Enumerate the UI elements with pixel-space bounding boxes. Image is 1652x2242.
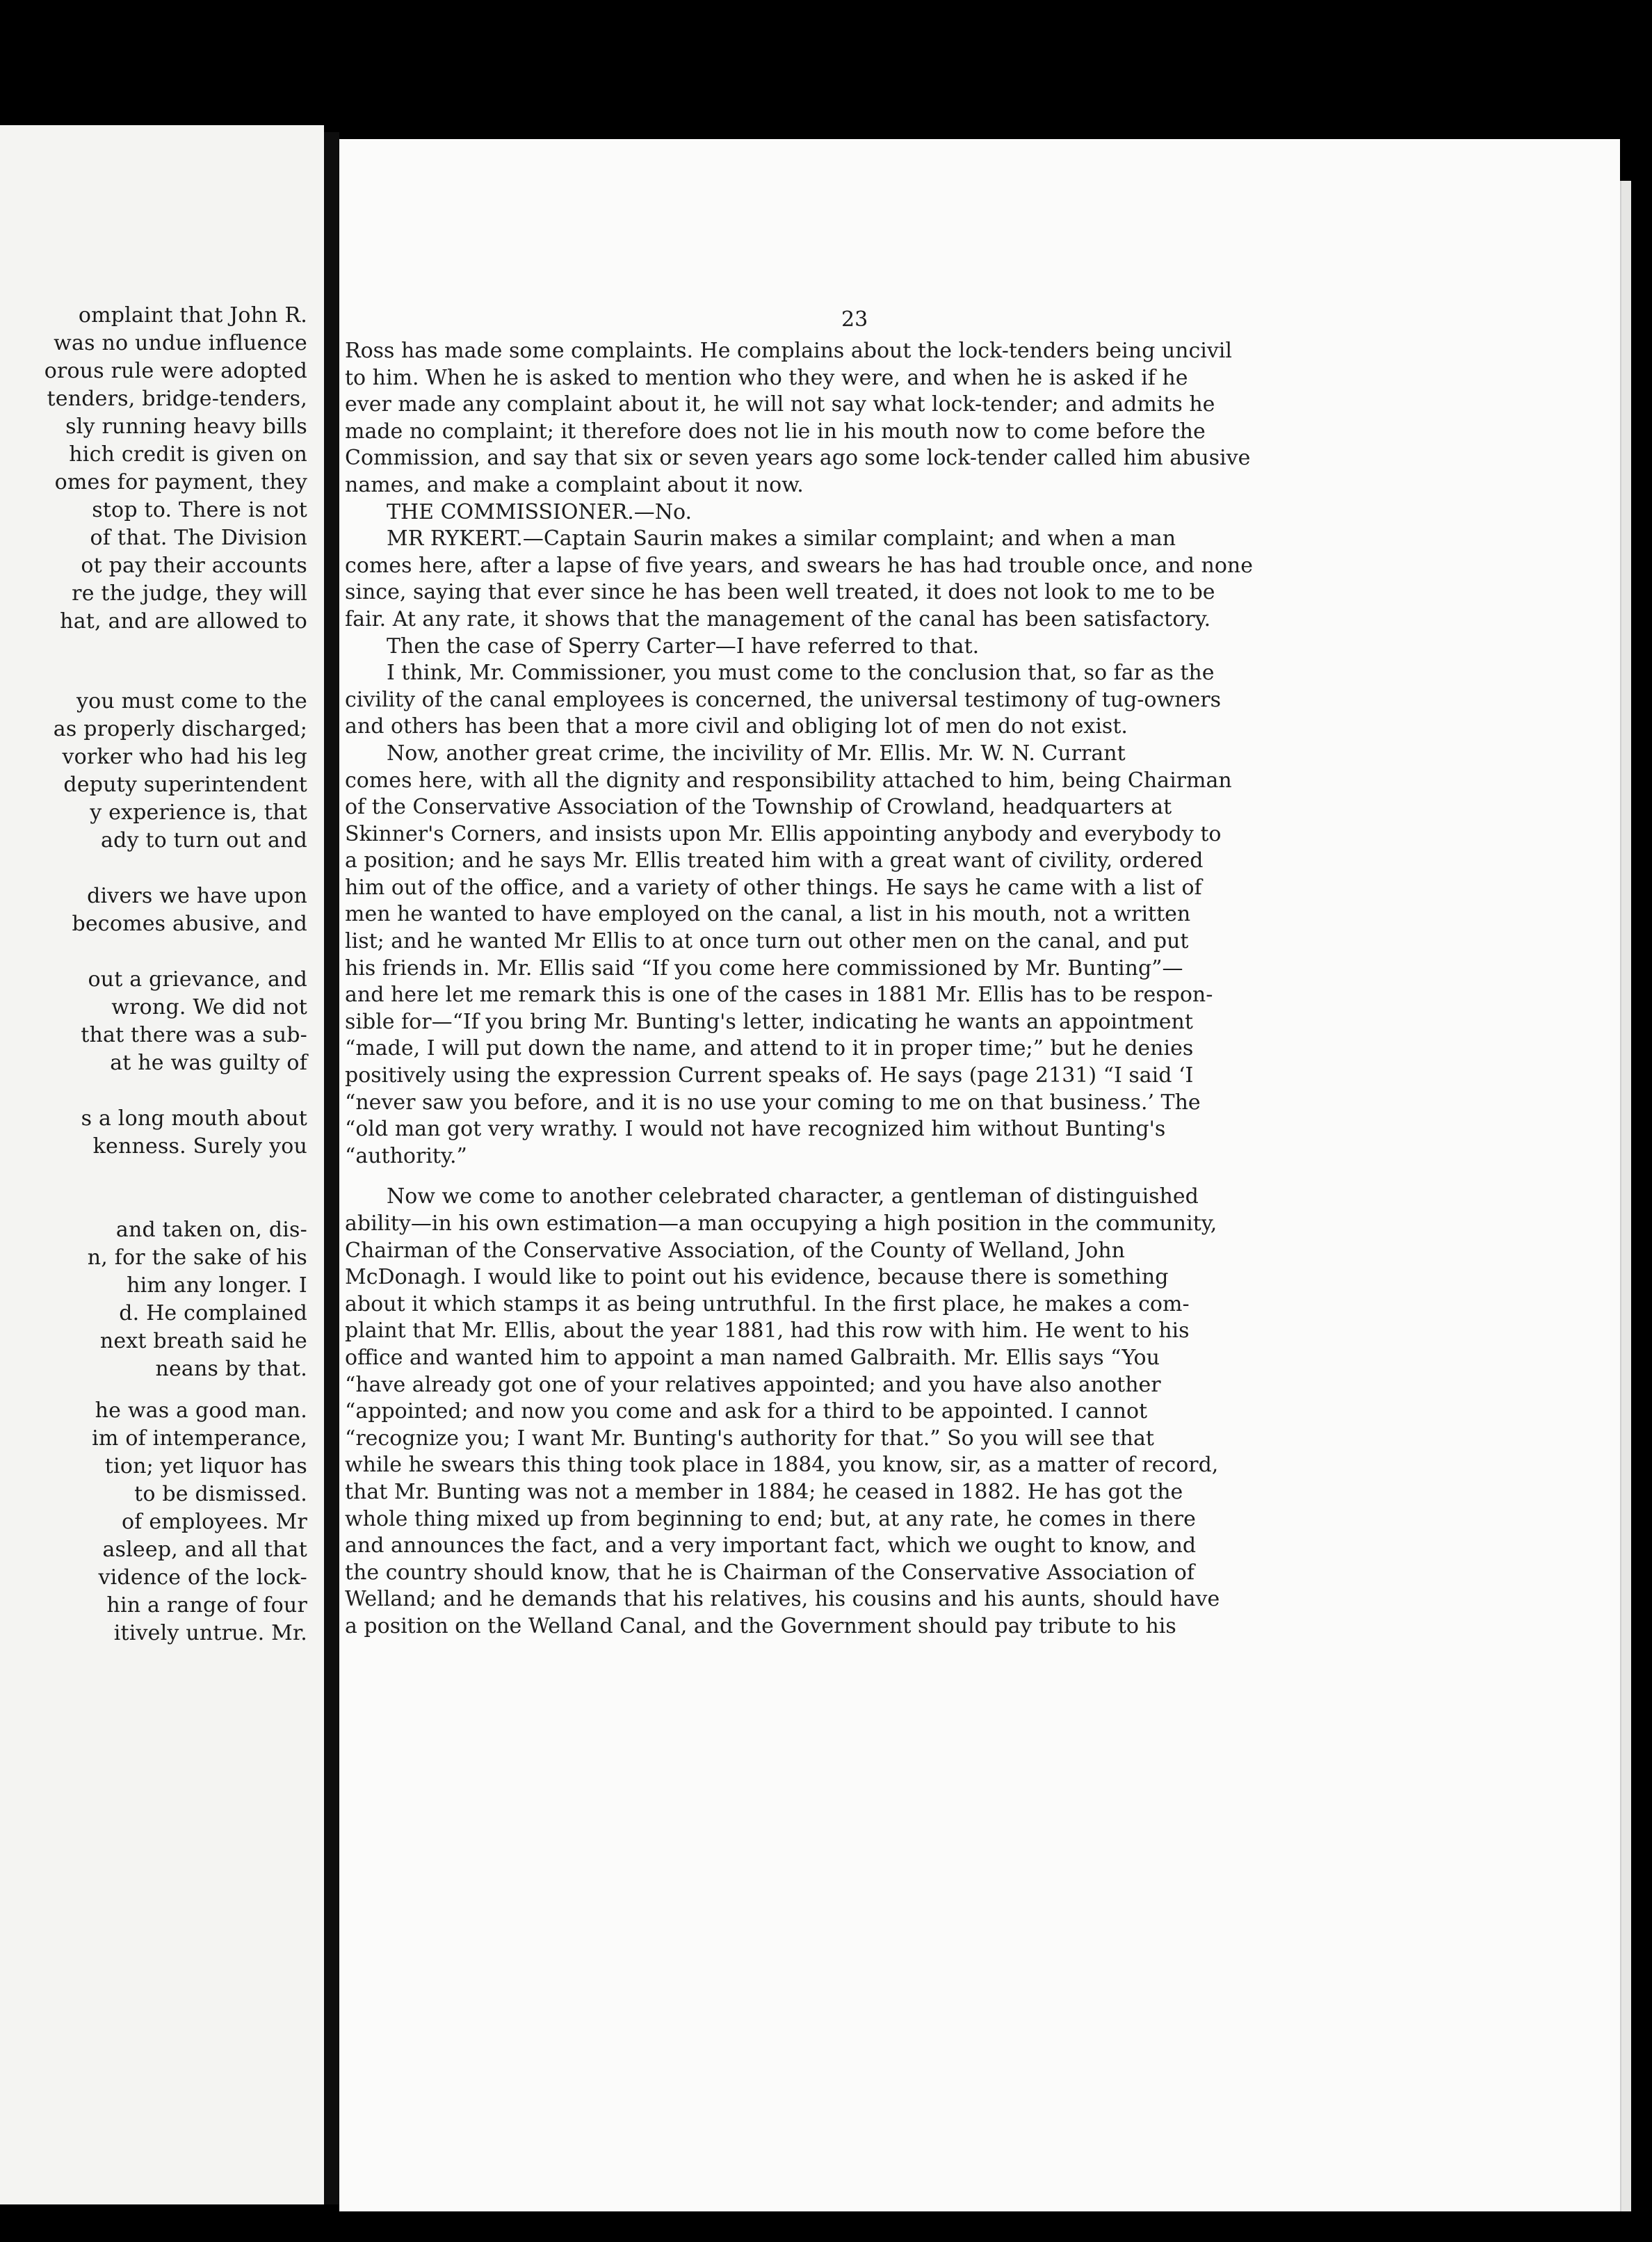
left-text-line: was no undue influence (54, 331, 307, 355)
text-line: “made, I will put down the name, and attend to it in proper time;” but he denies (345, 1036, 1194, 1061)
text-line: a position; and he says Mr. Ellis treated him with a great want of civility, ordered (345, 848, 1204, 873)
text-line: comes here, after a lapse of five years, and swears he has had trouble once, and none (345, 553, 1253, 578)
text-line: list; and he wanted Mr Ellis to at once turn out other men on the canal, and put (345, 929, 1189, 954)
left-text-line: out a grievance, and (88, 967, 307, 992)
text-line: and announces the fact, and a very important fact, which we ought to know, and (345, 1533, 1197, 1558)
text-line: of the Conservative Association of the Township of Crowland, headquarters at (345, 795, 1172, 820)
text-line: positively using the expression Current speaks of. He says (page 2131) “I said ‘I (345, 1063, 1194, 1088)
text-line: THE COMMISSIONER.—No. (387, 499, 693, 524)
page-number: 23 (841, 307, 868, 332)
text-line: McDonagh. I would like to point out his evidence, because there is something (345, 1265, 1169, 1290)
text-line: names, and make a complaint about it now. (345, 472, 804, 497)
text-line: “recognize you; I want Mr. Bunting's authority for that.” So you will see that (345, 1426, 1154, 1451)
left-text-line: as properly discharged; (53, 717, 307, 741)
book-gutter (324, 132, 339, 2204)
left-text-line: sly running heavy bills (65, 414, 307, 439)
left-text-line: vidence of the lock- (98, 1565, 307, 1590)
text-line: comes here, with all the dignity and responsibility attached to him, being Chairman (345, 768, 1232, 793)
left-text-line: tion; yet liquor has (104, 1454, 307, 1478)
text-line: “authority.” (345, 1143, 467, 1168)
text-line: Now, another great crime, the incivility of Mr. Ellis. Mr. W. N. Currant (387, 741, 1126, 766)
left-page (0, 125, 324, 2204)
left-text-line: stop to. There is not (92, 498, 307, 522)
paragraph-gap (345, 1170, 1346, 1184)
left-text-line: neans by that. (155, 1357, 307, 1381)
text-line: MR RYKERT.—Captain Saurin makes a similar complaint; and when a man (387, 526, 1176, 551)
left-text-line: divers we have upon (87, 884, 307, 908)
left-text-line: deputy superintendent (63, 773, 307, 797)
text-line: Now we come to another celebrated character, a gentleman of distinguished (387, 1184, 1199, 1209)
left-text-line: omes for payment, they (54, 470, 307, 494)
left-text-line: him any longer. I (127, 1273, 307, 1298)
text-line: since, saying that ever since he has been well treated, it does not look to me to be (345, 580, 1215, 605)
text-line: civility of the canal employees is concerned, the universal testimony of tug-owners (345, 687, 1221, 712)
left-text-line: itively untrue. Mr. (113, 1621, 307, 1645)
text-line: “have already got one of your relatives appointed; and you have also another (345, 1372, 1161, 1397)
left-text-line: d. He complained (119, 1301, 307, 1325)
text-line: Welland; and he demands that his relatives, his cousins and his aunts, should have (345, 1587, 1220, 1612)
left-text-line: im of intemperance, (92, 1426, 307, 1451)
text-line: men he wanted to have employed on the canal, a list in his mouth, not a written (345, 902, 1191, 927)
text-line: him out of the office, and a variety of other things. He says he came with a list of (345, 875, 1202, 900)
text-line: office and wanted him to appoint a man named Galbraith. Mr. Ellis says “You (345, 1345, 1160, 1370)
text-line: sible for—“If you bring Mr. Bunting's letter, indicating he wants an appointment (345, 1009, 1193, 1034)
text-line: about it which stamps it as being untruthful. In the first place, he makes a com- (345, 1291, 1190, 1316)
left-text-line: hin a range of four (106, 1593, 307, 1618)
text-line: Chairman of the Conservative Association, of the County of Welland, John (345, 1238, 1125, 1263)
left-text-line: hat, and are allowed to (60, 609, 307, 634)
left-text-line: of that. The Division (90, 526, 307, 550)
left-text-line: tenders, bridge-tenders, (47, 387, 307, 411)
left-text-line: asleep, and all that (102, 1538, 307, 1562)
text-line: Commission, and say that six or seven years ago some lock-tender called him abusive (345, 446, 1251, 471)
left-text-line: y experience is, that (90, 800, 307, 825)
text-line: ever made any complaint about it, he will not say what lock-tender; and admits he (345, 392, 1215, 417)
text-line: fair. At any rate, it shows that the management of the canal has been satisfactory. (345, 606, 1211, 631)
left-text-line: hich credit is given on (69, 442, 307, 467)
text-line: “old man got very wrathy. I would not have recognized him without Bunting's (345, 1117, 1166, 1142)
text-line: “never saw you before, and it is no use your coming to me on that business.’ The (345, 1090, 1201, 1115)
text-line: and others has been that a more civil and obliging lot of men do not exist. (345, 714, 1128, 739)
text-line: while he swears this thing took place in 1884, you know, sir, as a matter of record, (345, 1453, 1219, 1478)
text-line: Ross has made some complaints. He complains about the lock-tenders being uncivil (345, 339, 1232, 363)
left-text-line: omplaint that John R. (78, 303, 307, 328)
text-line: Then the case of Sperry Carter—I have referred to that. (387, 634, 980, 659)
left-text-line: he was a good man. (95, 1398, 307, 1423)
text-line: ability—in his own estimation—a man occupying a high position in the community, (345, 1211, 1217, 1236)
text-line: whole thing mixed up from beginning to end; but, at any rate, he comes in there (345, 1506, 1196, 1531)
left-text-line: of employees. Mr (122, 1510, 307, 1534)
left-text-line: to be dismissed. (134, 1482, 307, 1506)
text-line: plaint that Mr. Ellis, about the year 1881, had this row with him. He went to his (345, 1318, 1190, 1344)
text-line: “appointed; and now you come and ask for a third to be appointed. I cannot (345, 1399, 1148, 1424)
text-line: made no complaint; it therefore does not lie in his mouth now to come before the (345, 419, 1206, 444)
left-text-line: that there was a sub- (81, 1023, 307, 1047)
left-text-line: re the judge, they will (72, 581, 307, 606)
text-line: a position on the Welland Canal, and the Government should pay tribute to his (345, 1613, 1176, 1638)
left-text-line: vorker who had his leg (62, 745, 307, 769)
left-text-line: orous rule were adopted (44, 359, 307, 383)
left-text-line: ot pay their accounts (81, 554, 307, 578)
body-text (345, 338, 1346, 1640)
left-text-line: n, for the sake of his (87, 1245, 307, 1270)
text-line: I think, Mr. Commissioner, you must come to the conclusion that, so far as the (387, 661, 1215, 686)
text-line: that Mr. Bunting was not a member in 1884; he ceased in 1882. He has got the (345, 1479, 1183, 1504)
left-text-line: wrong. We did not (111, 995, 307, 1019)
text-line: his friends in. Mr. Ellis said “If you come here commissioned by Mr. Bunting”— (345, 955, 1183, 981)
left-text-line: next breath said he (99, 1329, 307, 1353)
text-line: and here let me remark this is one of the cases in 1881 Mr. Ellis has to be respon- (345, 983, 1213, 1008)
left-text-line: ady to turn out and (101, 828, 307, 853)
left-text-line: s a long mouth about (81, 1106, 307, 1131)
page-edge (1620, 181, 1631, 2211)
left-text-line: and taken on, dis- (115, 1218, 307, 1242)
left-text-line: you must come to the (76, 689, 307, 713)
text-line: Skinner's Corners, and insists upon Mr. Ellis appointing anybody and everybody to (345, 821, 1222, 846)
text-line: to him. When he is asked to mention who they were, and when he is asked if he (345, 365, 1188, 390)
left-text-line: becomes abusive, and (72, 912, 307, 936)
left-text-line: kenness. Surely you (92, 1134, 307, 1159)
left-text-line: at he was guilty of (110, 1051, 307, 1075)
text-line: the country should know, that he is Chairman of the Conservative Association of (345, 1560, 1195, 1585)
